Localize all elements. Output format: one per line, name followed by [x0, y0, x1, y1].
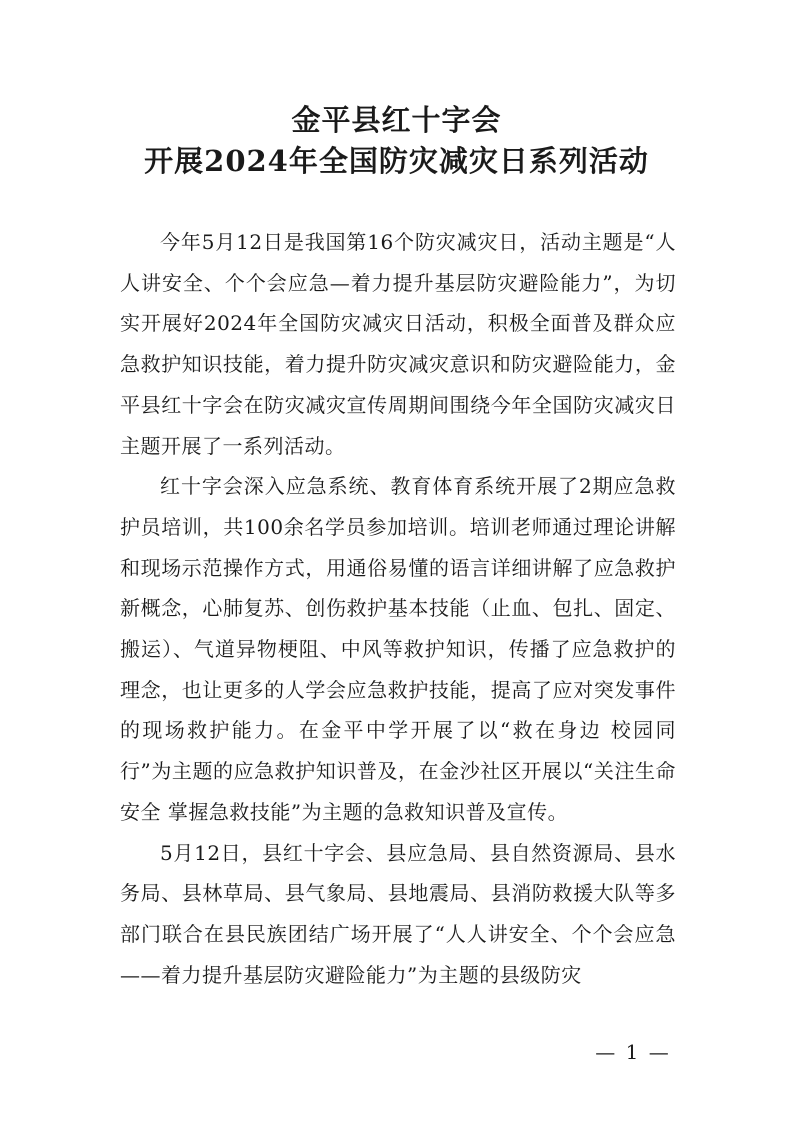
paragraph: 今年5月12日是我国第16个防灾减灾日，活动主题是“人人讲安全、个个会应急—着力提升基层防灾避险能力”，为切实开展好2024年全国防灾减灾日活动，积极全面普及群众应急救护知识技能，着力提升防灾减灾意识和防灾避险能力，金平县红十字会在防灾减灾宣传周期间围绕今年全国防灾减灾日主题开展了一系列活动。 — [120, 230, 676, 458]
paragraph: 5月12日，县红十字会、县应急局、县自然资源局、县水务局、县林草局、县气象局、县地震局、县消防救援大队等多部门联合在县民族团结广场开展了“人人讲安全、个个会应急——着力提升基层防灾避险能力”为主题的县级防灾 — [120, 840, 676, 987]
document-body — [120, 222, 676, 995]
page-number: — 1 — — [595, 1040, 671, 1064]
document-title-line-2: 开展2024年全国防灾减灾日系列活动 — [144, 144, 649, 178]
paragraph: 红十字会深入应急系统、教育体育系统开展了2期应急救护员培训，共100余名学员参加培训。培训老师通过理论讲解和现场示范操作方式，用通俗易懂的语言详细讲解了应急救护新概念，心肺复苏、创伤救护基本技能（止血、包扎、固定、搬运）、气道异物梗阻、中风等救护知识，传播了应急救护的理念，也让更多的人学会应急救护技能，提高了应对突发事件的现场救护能力。在金平中学开展了以“救在身边 校园同行”为主题的应急救护知识普及，在金沙社区开展以“关注生命安全 掌握急救技能”为主题的急救知识普及宣传。 — [120, 474, 676, 824]
document-title-line-1: 金平县红十字会 — [291, 103, 502, 137]
